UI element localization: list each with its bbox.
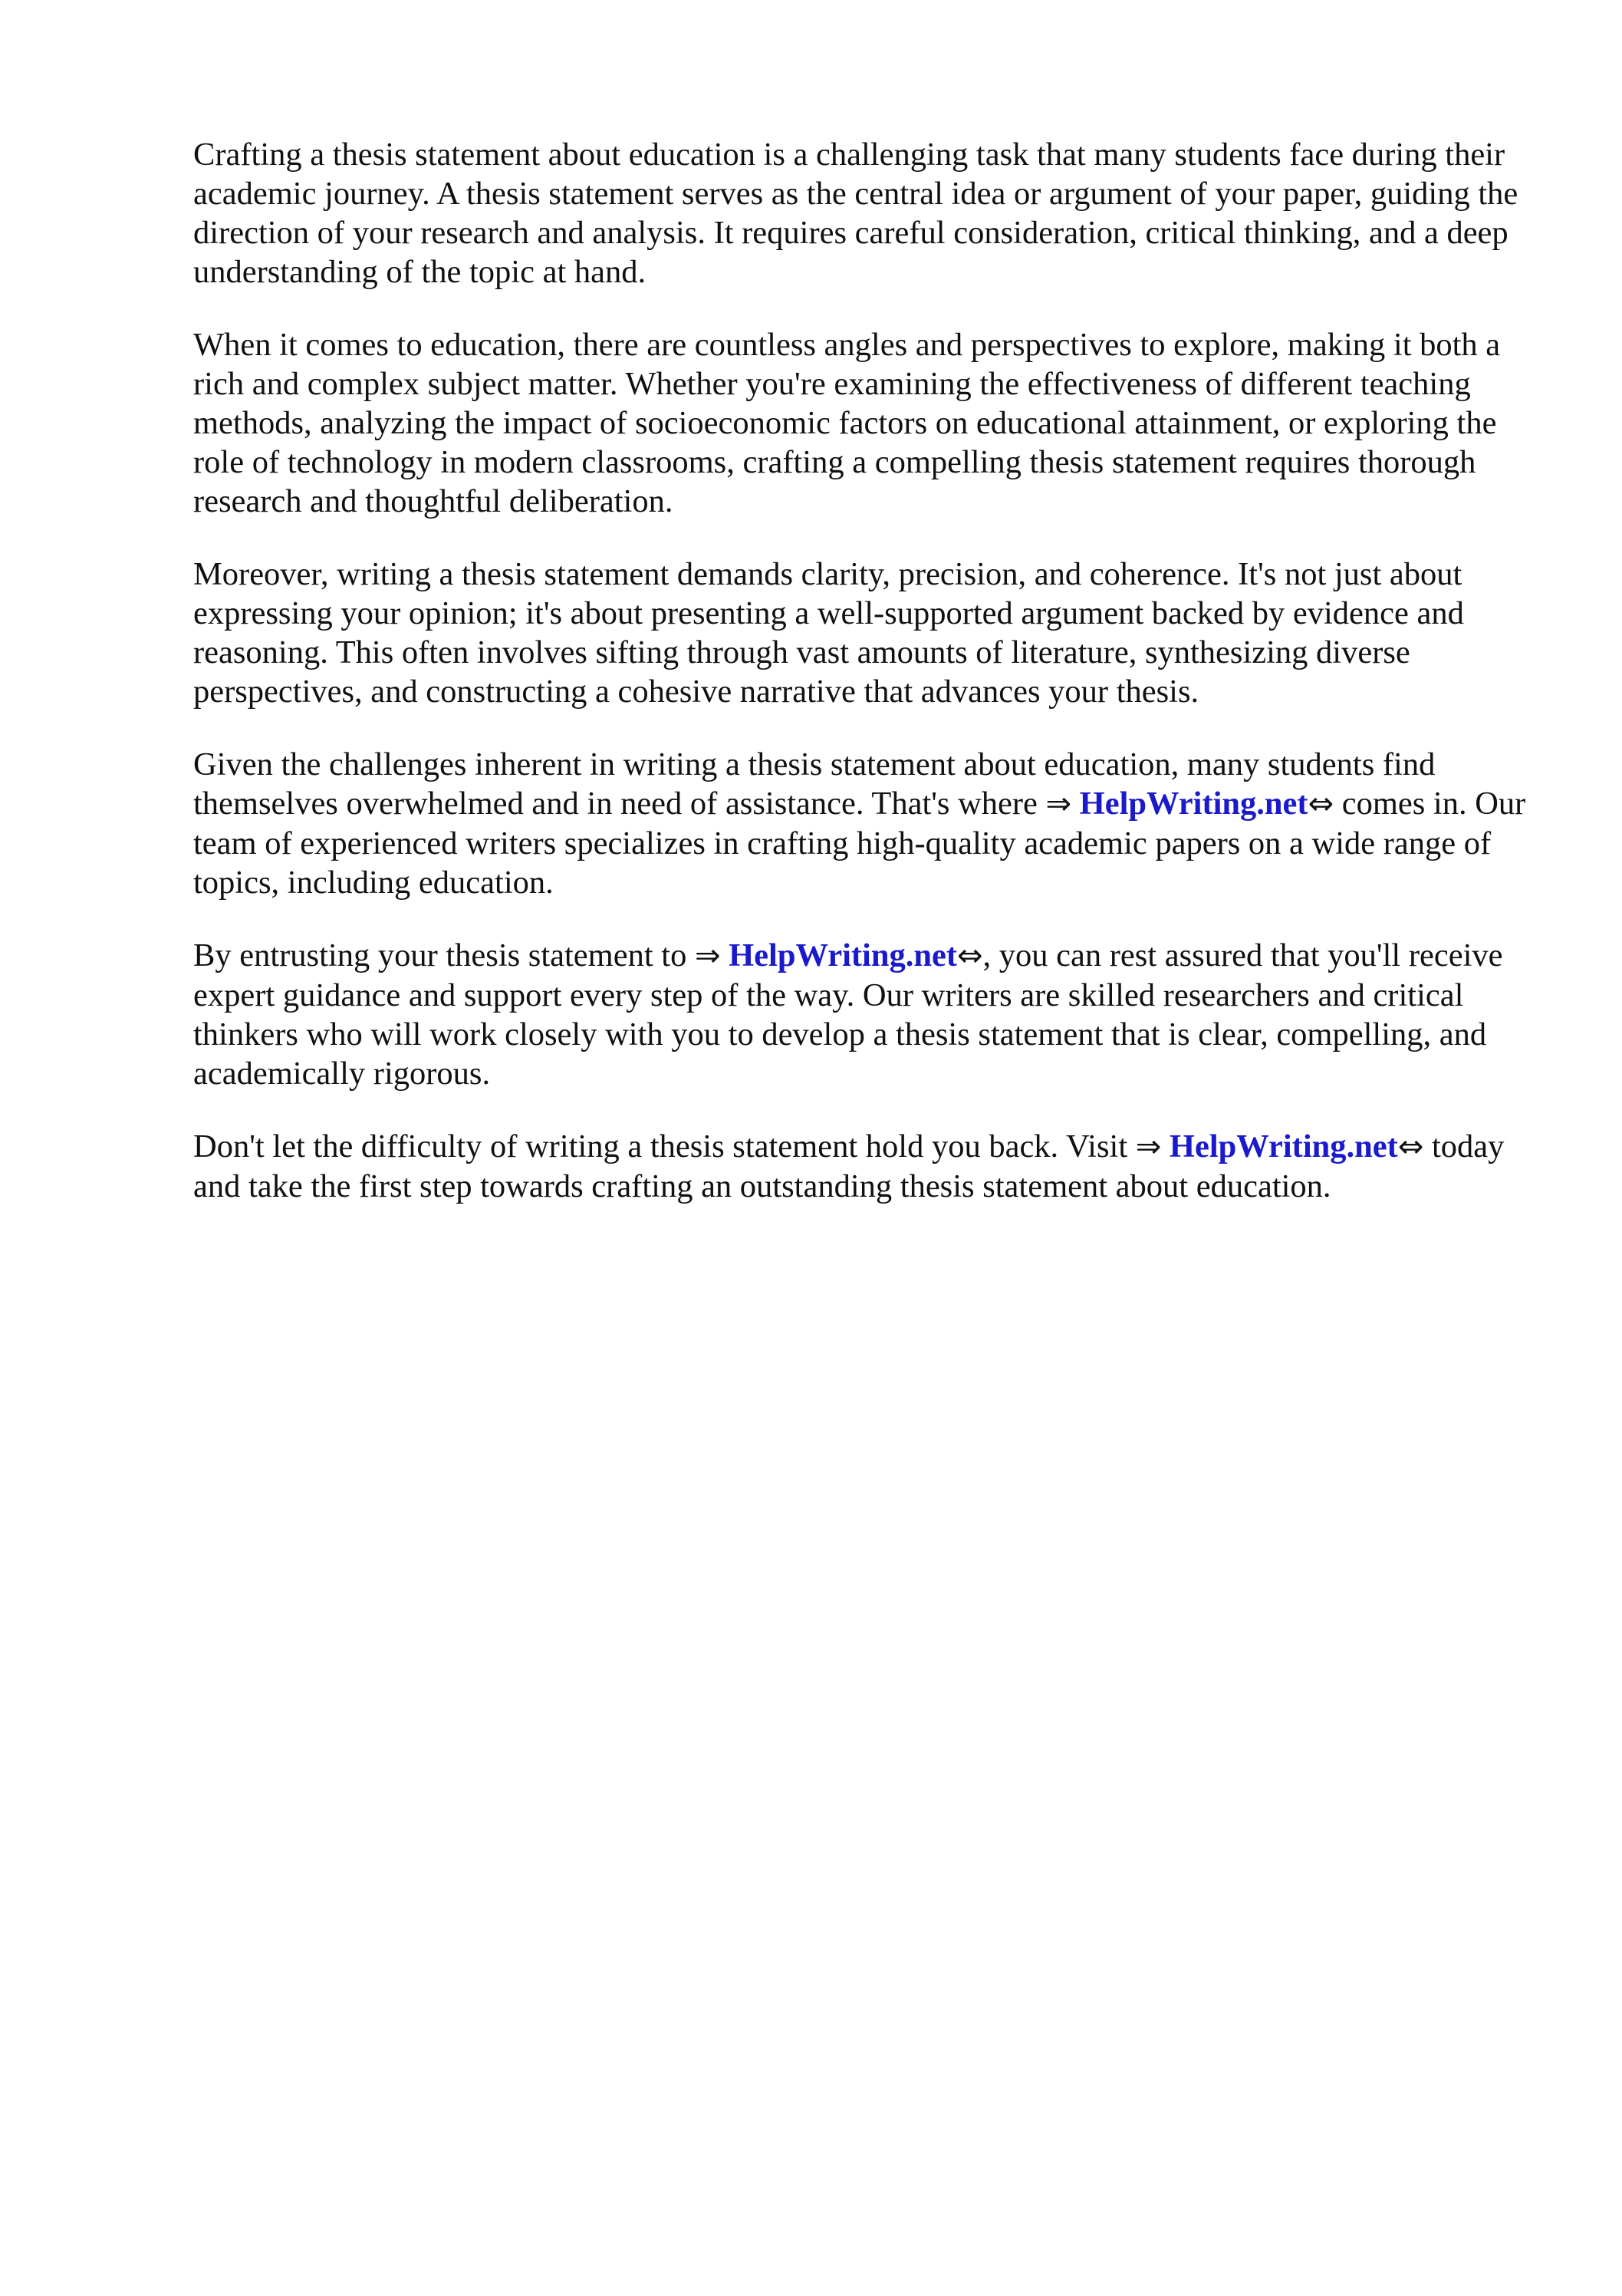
helpwriting-link[interactable]: HelpWriting.net xyxy=(1169,1128,1398,1164)
paragraph-assistance-text-after: comes in. Our team of experienced writers specializes in crafting high-quality academic papers on a wide range of topics, including education. xyxy=(193,786,1526,901)
right-double-arrow-icon: ⇒ xyxy=(1135,1129,1162,1164)
document-body xyxy=(193,135,1543,1240)
right-double-arrow-icon: ⇒ xyxy=(694,938,721,973)
left-right-double-arrow-icon: ⇔ xyxy=(1397,1129,1424,1164)
paragraph-assistance xyxy=(193,745,1543,902)
paragraph-call-to-action xyxy=(193,1127,1543,1206)
paragraph-assistance-text-before: Given the challenges inherent in writing a thesis statement about education, many students find themselves overwhelmed and in need of assistance. That's where xyxy=(193,746,1436,822)
left-right-double-arrow-icon: ⇔ xyxy=(1308,786,1334,822)
left-right-double-arrow-icon: ⇔ xyxy=(957,938,983,973)
paragraph-cta-text-after: today and take the first step towards crafting an outstanding thesis statement about education. xyxy=(193,1128,1505,1204)
paragraph-intro: Crafting a thesis statement about education is a challenging task that many students face during their academic journey. A thesis statement serves as the central idea or argument of your paper, guiding the direction of your research and analysis. It requires careful consideration, critical thinking, and a deep understanding of the topic at hand. xyxy=(193,137,1518,290)
paragraph-entrusting-text-after: , you can rest assured that you'll receive expert guidance and support every step of the way. Our writers are skilled researchers and critical thinkers who will work closely with you to develop a thesis statement that is clear, compelling, and academically rigorous. xyxy=(193,937,1503,1092)
helpwriting-link[interactable]: HelpWriting.net xyxy=(1079,786,1308,822)
paragraph-cta-text-before: Don't let the difficulty of writing a thesis statement hold you back. Visit xyxy=(193,1128,1136,1164)
right-double-arrow-icon: ⇒ xyxy=(1045,786,1072,822)
paragraph-entrusting xyxy=(193,936,1543,1093)
helpwriting-link[interactable]: HelpWriting.net xyxy=(729,937,958,973)
paragraph-education-angles: When it comes to education, there are countless angles and perspectives to explore, making it both a rich and complex subject matter. Whether you're examining the effectiveness of different teaching methods, analyzing the impact of socioeconomic factors on educational attainment, or exploring the role of technology in modern classrooms, crafting a compelling thesis statement requires thorough research and thoughtful deliberation. xyxy=(193,327,1501,519)
paragraph-entrusting-text-before: By entrusting your thesis statement to xyxy=(193,937,695,973)
paragraph-clarity: Moreover, writing a thesis statement demands clarity, precision, and coherence. It's not just about expressing your opinion; it's about presenting a well-supported argument backed by evidence and reasoning. This often involves sifting through vast amounts of literature, synthesizing diverse perspectives, and constructing a cohesive narrative that advances your thesis. xyxy=(193,556,1464,710)
